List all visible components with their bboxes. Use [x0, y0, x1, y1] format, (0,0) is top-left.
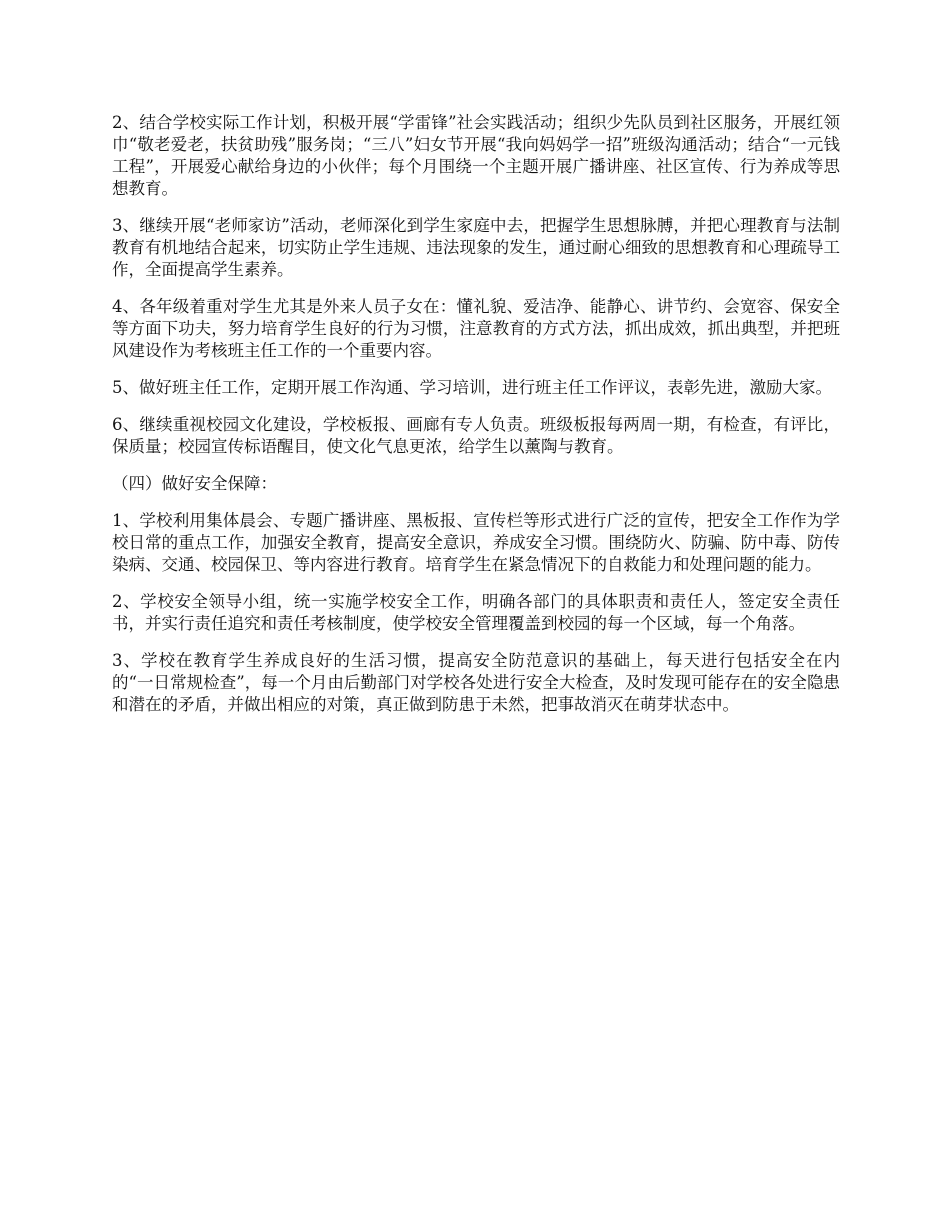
- paragraph-item-2-activities: 2、结合学校实际工作计划，积极开展“学雷锋”社会实践活动；组织少先队员到社区服务，开展红领巾“敬老爱老，扶贫助残”服务岗；“三八”妇女节开展“我向妈妈学一招”班级沟通活动；结合“一元钱工程”，开展爱心献给身边的小伙伴；每个月围绕一个主题开展广播讲座、社区宣传、行为养成等思想教育。: [112, 113, 840, 198]
- paragraph-item-6-campus-culture: 6、继续重视校园文化建设，学校板报、画廊有专人负责。班级板报每两周一期，有检查，有评比，保质量；校园宣传标语醒目，使文化气息更浓，给学生以薰陶与教育。: [112, 415, 840, 456]
- section-heading-safety: （四）做好安全保障：: [112, 474, 277, 493]
- document-page: [112, 112, 840, 731]
- paragraph-item-5-class-teachers: 5、做好班主任工作，定期开展工作沟通、学习培训，进行班主任工作评议，表彰先进，激励大家。: [112, 378, 832, 397]
- paragraph-safety-2-leadership: 2、学校安全领导小组，统一实施学校安全工作，明确各部门的具体职责和责任人，签定安全责任书，并实行责任追究和责任考核制度，使学校安全管理覆盖到校园的每一个区域，每一个角落。: [112, 592, 840, 633]
- paragraph-item-3-home-visits: 3、继续开展“老师家访”活动，老师深化到学生家庭中去，把握学生思想脉膊，并把心理教育与法制教育有机地结合起来，切实防止学生违规、违法现象的发生，通过耐心细致的思想教育和心理疏导工作，全面提高学生素养。: [112, 216, 840, 279]
- paragraph-safety-1-publicity: 1、学校利用集体晨会、专题广播讲座、黑板报、宣传栏等形式进行广泛的宣传，把安全工作作为学校日常的重点工作，加强安全教育，提高安全意识，养成安全习惯。围绕防火、防骗、防中毒、防传染病、交通、校园保卫、等内容进行教育。培育学生在紧急情况下的自救能力和处理问题的能力。: [112, 511, 840, 574]
- paragraph-safety-3-inspection: 3、学校在教育学生养成良好的生活习惯，提高安全防范意识的基础上，每天进行包括安全在内的“一日常规检查”，每一个月由后勤部门对学校各处进行安全大检查，及时发现可能存在的安全隐患和潜在的矛盾，并做出相应的对策，真正做到防患于未然，把事故消灭在萌芽状态中。: [112, 651, 840, 714]
- paragraph-item-4-behavior: 4、各年级着重对学生尤其是外来人员子女在：懂礼貌、爱洁净、能静心、讲节约、会宽容、保安全等方面下功夫，努力培育学生良好的行为习惯，注意教育的方式方法，抓出成效，抓出典型，并把班风建设作为考核班主任工作的一个重要内容。: [112, 297, 840, 360]
